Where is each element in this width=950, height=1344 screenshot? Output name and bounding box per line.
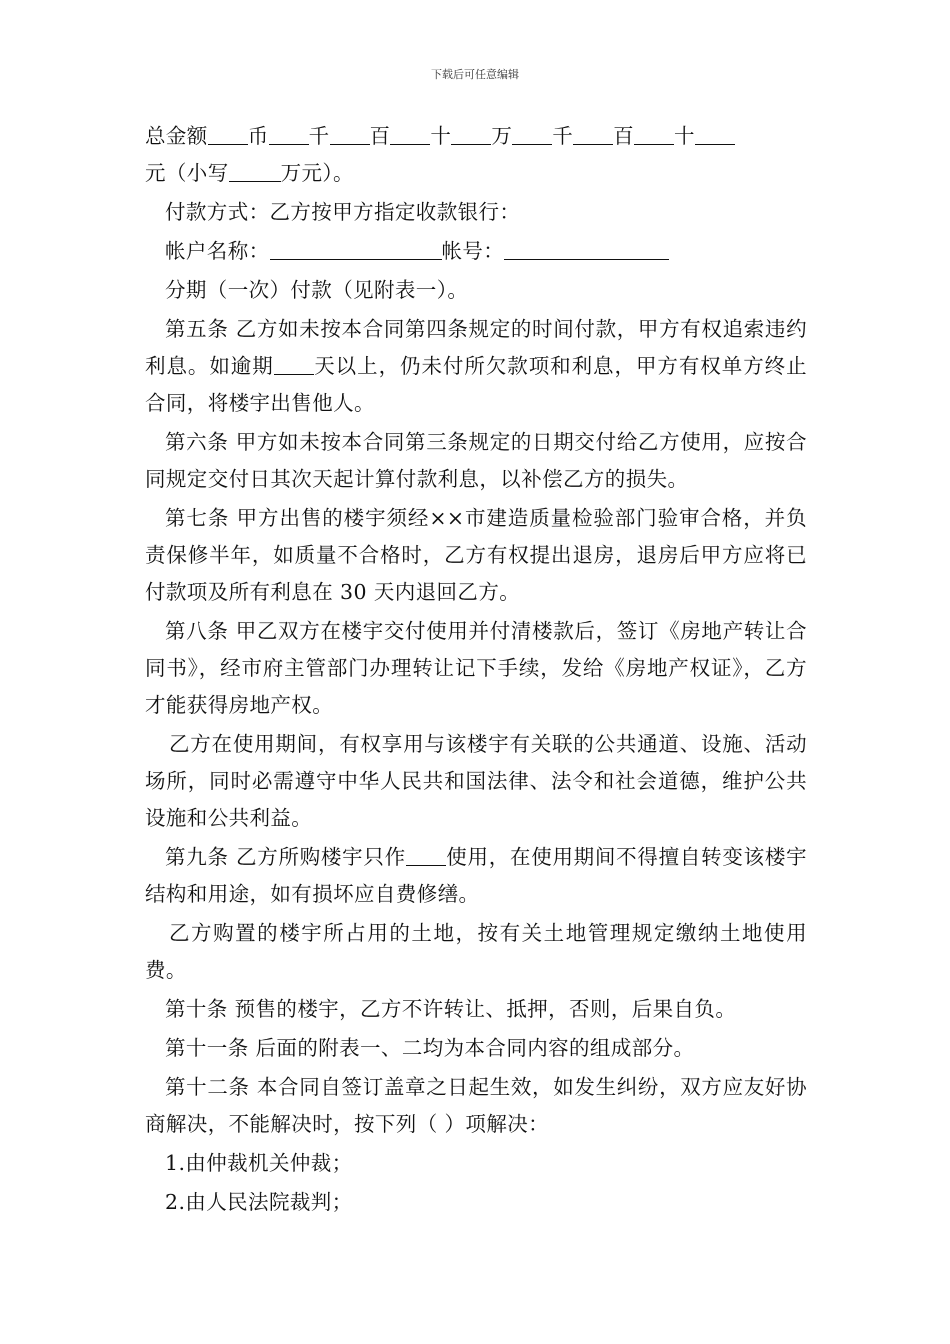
use-rights-paragraph: 乙方在使用期间，有权享用与该楼宇有关联的公共通道、设施、活动场所，同时必需遵守中华人民共和国法律、法令和社会道德，维护公共设施和公共利益。 [145, 732, 807, 830]
payment-method: 付款方式：乙方按甲方指定收款银行： [165, 200, 521, 224]
option-2: 2.由人民法院裁判； [165, 1190, 353, 1214]
article-7: 第七条 甲方出售的楼宇须经××市建造质量检验部门验审合格，并负责保修半年，如质量不合格时，乙方有权提出退房，退房后甲方应将已付款项及所有利息在 30 天内退回乙方。 [145, 506, 807, 604]
article-5: 第五条 乙方如未按本合同第四条规定的时间付款，甲方有权追索违约利息。如逾期 天以上，仍未付所欠款项和利息，甲方有权单方终止合同，将楼宇出售他人。 [145, 317, 807, 415]
article-9: 第九条 乙方所购楼宇只作 使用，在使用期间不得擅自转变该楼宇结构和用途，如有损坏应自费修缮。 [145, 845, 807, 906]
page-header: 下载后可任意编辑 [431, 68, 519, 81]
blank-field[interactable] [274, 352, 314, 375]
article-12: 第十二条 本合同自签订盖章之日起生效，如发生纠纷，双方应友好协商解决，不能解决时，按下列（ ）项解决： [145, 1075, 807, 1136]
account-line: 帐户名称： 帐号： [145, 233, 807, 270]
blank-field[interactable] [229, 159, 281, 182]
article-8: 第八条 甲乙双方在楼宇交付使用并付清楼款后，签订《房地产转让合同书》，经市府主管部门办理转让记下手续，发给《房地产权证》，乙方才能获得房地产权。 [145, 619, 807, 717]
article-11: 第十一条 后面的附表一、二均为本合同内容的组成部分。 [165, 1036, 695, 1060]
blank-field[interactable] [269, 122, 309, 145]
amount-line: 总金额 币 千 百 十 万 千 百 十 元（小写 万元）。 [145, 118, 807, 192]
document-body [145, 118, 807, 1223]
account-number-field[interactable] [504, 237, 669, 260]
land-fee-paragraph: 乙方购置的楼宇所占用的土地，按有关土地管理规定缴纳土地使用费。 [145, 921, 807, 982]
blank-field[interactable] [330, 122, 370, 145]
blank-field[interactable] [573, 122, 613, 145]
article-6: 第六条 甲方如未按本合同第三条规定的日期交付给乙方使用，应按合同规定交付日其次天起计算付款利息，以补偿乙方的损失。 [145, 430, 807, 491]
blank-field[interactable] [390, 122, 430, 145]
blank-field[interactable] [634, 122, 674, 145]
blank-field[interactable] [406, 843, 446, 866]
blank-field[interactable] [451, 122, 491, 145]
account-name-field[interactable] [270, 237, 442, 260]
blank-field[interactable] [695, 122, 735, 145]
installment-line: 分期（一次）付款（见附表一）。 [165, 278, 469, 302]
option-1: 1.由仲裁机关仲裁； [165, 1151, 353, 1175]
blank-field[interactable] [208, 122, 248, 145]
article-10: 第十条 预售的楼宇，乙方不许转让、抵押，否则，后果自负。 [165, 997, 737, 1021]
blank-field[interactable] [512, 122, 552, 145]
